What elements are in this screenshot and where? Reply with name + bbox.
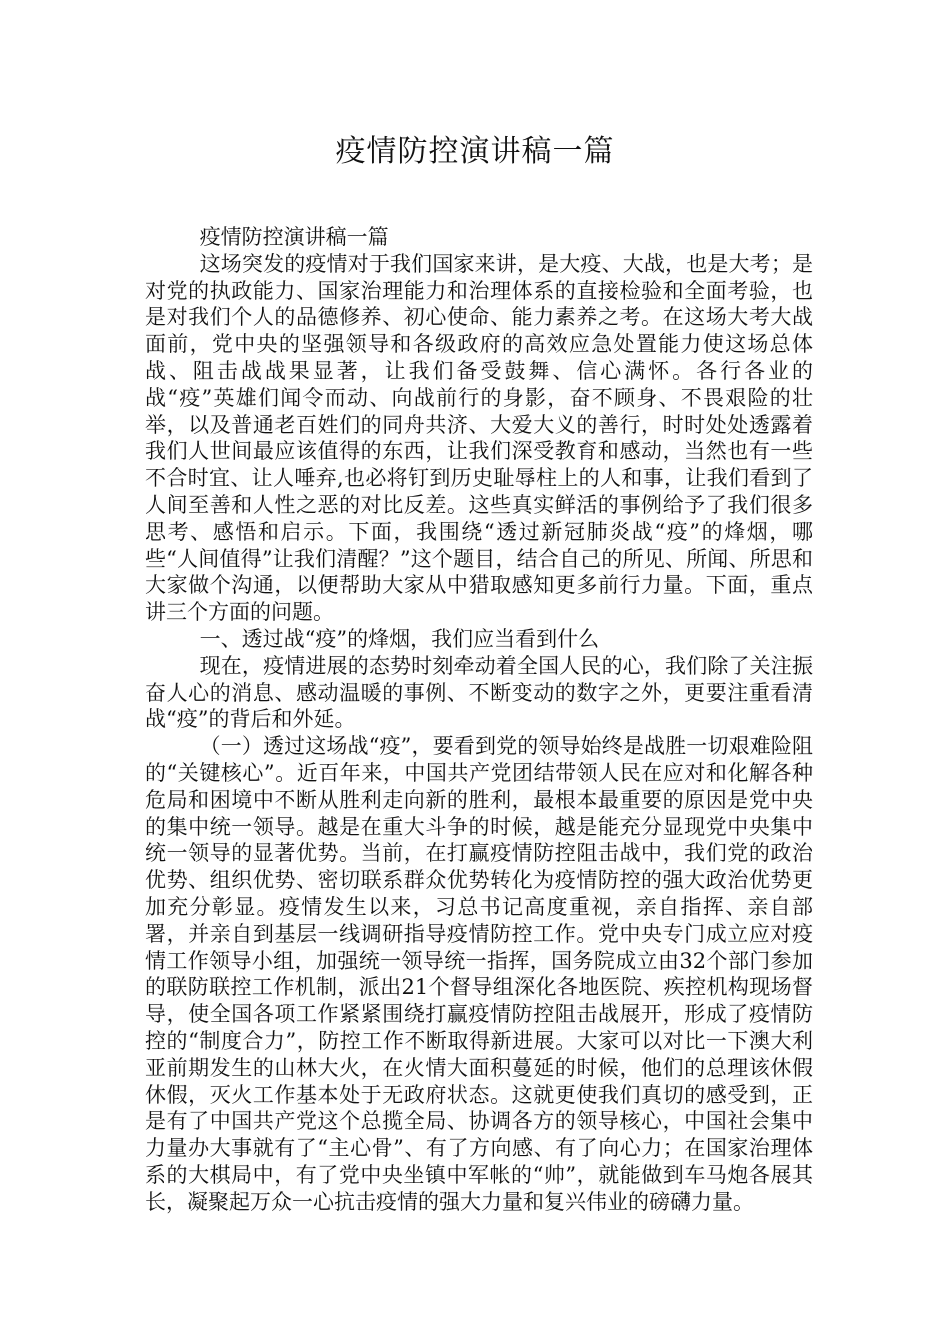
document-title: 疫情防控演讲稿一篇 [335,134,615,169]
body-paragraph: （一）透过这场战“疫”，要看到党的领导始终是战胜一切艰难险阻的“关键核心”。近百年来，中国共产党团结带领人民在应对和化解各种危局和困境中不断从胜利走向新的胜利，最根本最重要的原因是党中央的集中统一领导。越是在重大斗争的时候，越是能充分显现党中央集中统一领导的显著优势。当前，在打赢疫情防控阻击战中，我们党的政治优势、组织优势、密切联系群众优势转化为疫情防控的强大政治优势更加充分彰显。疫情发生以来，习总书记高度重视，亲自指挥、亲自部署，并亲自到基层一线调研指导疫情防控工作。党中央专门成立应对疫情工作领导小组，加强统一领导统一指挥，国务院成立由32个部门参加的联防联控工作机制，派出21个督导组深化各地医院、疾控机构现场督导，使全国各项工作紧紧围绕打赢疫情防控阻击战展开，形成了疫情防控的“制度合力”，防控工作不断取得新进展。大家可以对比一下澳大利亚前期发生的山林大火，在火情大面积蔓延的时候，他们的总理该休假休假，灭火工作基本处于无政府状态。这就更使我们真切的感受到，正是有了中国共产党这个总揽全局、协调各方的领导核心，中国社会集中力量办大事就有了“主心骨”、有了方向感、有了向心力；在国家治理体系的大棋局中，有了党中央坐镇中军帐的“帅”，就能做到车马炮各展其长，凝聚起万众一心抗击疫情的强大力量和复兴伟业的磅礴力量。 [145,734,813,1214]
section-heading-1: 一、透过战“疫”的烽烟，我们应当看到什么 [199,626,600,651]
document-body [145,224,813,1215]
body-paragraph: 现在，疫情进展的态势时刻牵动着全国人民的心，我们除了关注振奋人心的消息、感动温暖的事例、不断变动的数字之外，更要注重看清战“疫”的背后和外延。 [145,653,813,732]
body-paragraph-intro: 这场突发的疫情对于我们国家来讲，是大疫、大战，也是大考；是对党的执政能力、国家治理能力和治理体系的直接检验和全面考验，也是对我们个人的品德修养、初心使命、能力素养之考。在这场大考大战面前，党中央的坚强领导和各级政府的高效应急处置能力使这场总体战、阻击战战果显著，让我们备受鼓舞、信心满怀。各行各业的战“疫”英雄们闻令而动、向战前行的身影，奋不顾身、不畏艰险的壮举，以及普通老百姓们的同舟共济、大爱大义的善行，时时处处透露着我们人世间最应该值得的东西，让我们深受教育和感动，当然也有一些不合时宜、让人唾弃,也必将钉到历史耻辱柱上的人和事，让我们看到了人间至善和人性之恶的对比反差。这些真实鲜活的事例给予了我们很多思考、感悟和启示。下面，我围绕“透过新冠肺炎战“疫”的烽烟，哪些“人间值得”让我们清醒？”这个题目，结合自己的所见、所闻、所思和大家做个沟通，以便帮助大家从中猎取感知更多前行力量。下面，重点讲三个方面的问题。 [145,251,813,625]
body-subtitle: 疫情防控演讲稿一篇 [199,225,389,249]
